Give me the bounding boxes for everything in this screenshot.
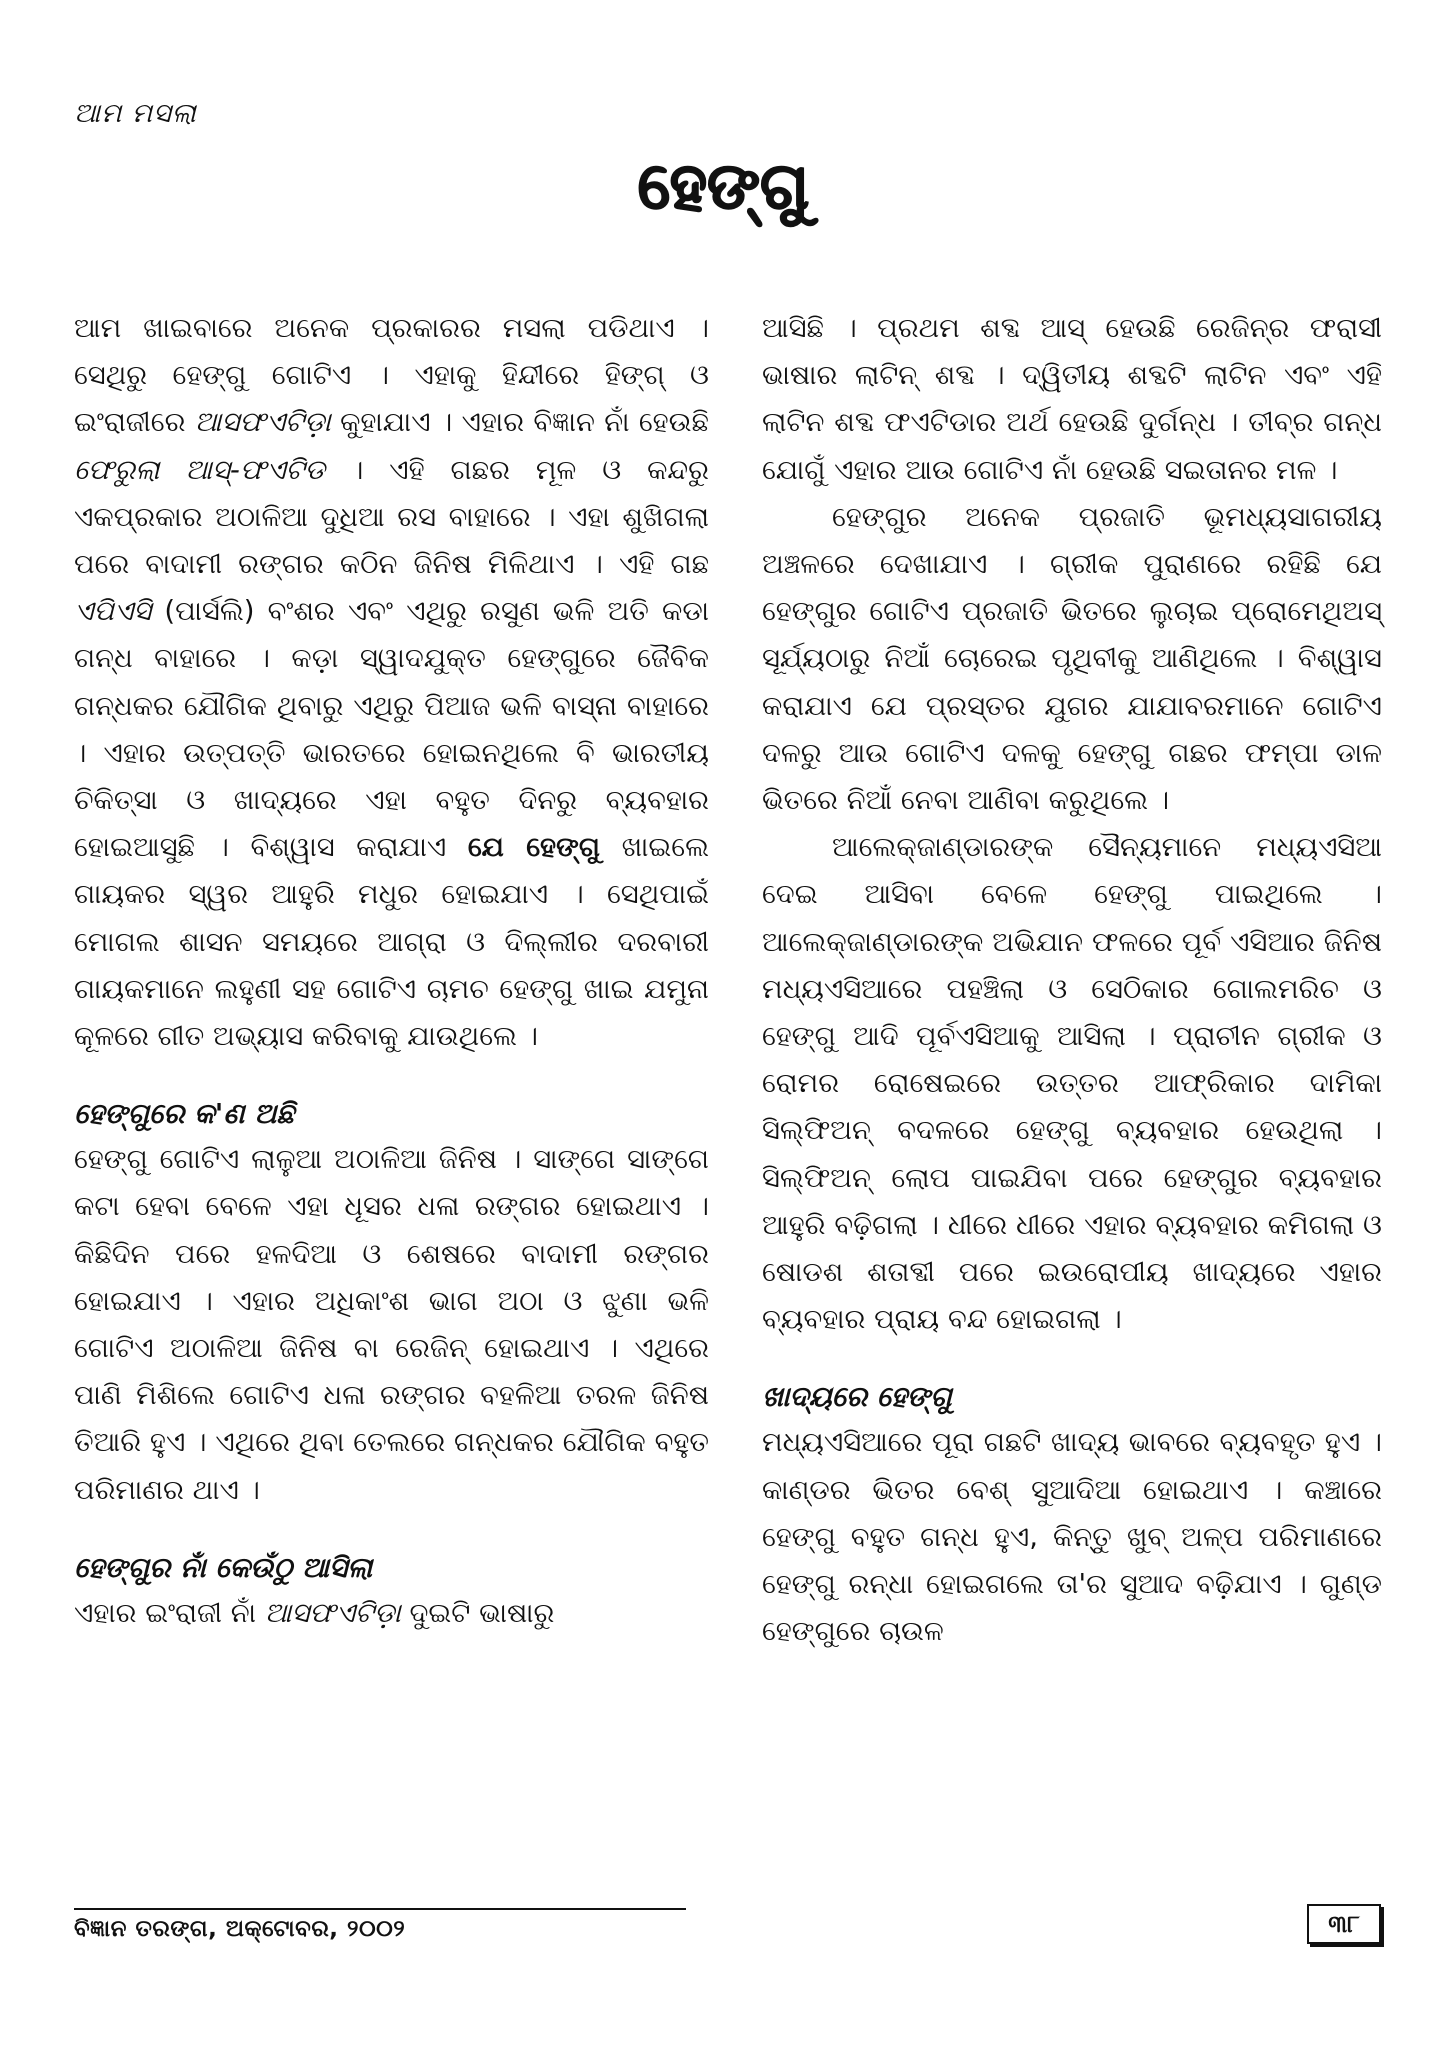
footer-divider (74, 1908, 686, 1910)
english-name-italic: ଆସଫଏଟିଡ଼ା (264, 1596, 401, 1629)
english-name-italic: ଆସଫଏଟିଡ଼ା (194, 406, 331, 439)
subheading-what-is-in-it: ହେଙ୍ଗୁରେ କ'ଣ ଅଛି (74, 1097, 295, 1131)
composition-paragraph: ହେଙ୍ଗୁ ଗୋଟିଏ ଲାଳୁଆ ଅଠାଳିଆ ଜିନିଷ । ସାଙ୍ଗେ ସାଙ୍ଗେ କଟା ହେବା ବେଳେ ଏହା ଧୂସର ଧଳା ରଙ୍ଗର ହୋଇଥାଏ । କିଛିଦିନ ପରେ ହଳଦିଆ ଓ ଶେଷରେ ବାଦାମୀ ରଙ୍ଗର ହୋଇଯାଏ । ଏହାର ଅଧିକାଂଶ ଭାଗ ଅଠା ଓ ଝୁଣା ଭଳି ଗୋଟିଏ ଅଠାଳିଆ ଜିନିଷ ବା ରେଜିନ୍ ହୋଇଥାଏ । ଏଥିରେ ପାଣି ମିଶିଲେ ଗୋଟିଏ ଧଳା ରଙ୍ଗର ବହଳିଆ ତରଳ ଜିନିଷ ତିଆରି ହୁଏ । ଏଥିରେ ଥିବା ତେଲରେ ଗନ୍ଧକର ଯୌଗିକ ବହୁତ ପରିମାଣର ଥାଏ । (74, 1143, 709, 1506)
subheading-name-origin: ହେଙ୍ଗୁର ନାଁ କେଉଁଠୁ ଆସିଲା (74, 1550, 373, 1584)
left-column (74, 305, 709, 1637)
journal-footer: ବିଜ୍ଞାନ ତରଙ୍ଗ, ଅକ୍ଟୋବର, ୨୦୦୨ (74, 1916, 406, 1942)
scientific-name-italic: ଫେରୁଲା ଆସ୍-ଫଏଟିଡ (74, 453, 326, 486)
right-column (762, 305, 1382, 1655)
intro-paragraph (74, 305, 709, 1060)
page-title: ହେଙ୍ଗୁ (637, 150, 810, 224)
text-run: ଆମ ଖାଇବାରେ ଅନେକ ପ୍ରକାରର ମସଲା ପଡିଥାଏ । ସେଥିରୁ ହେଙ୍ଗୁ ଗୋଟିଏ । ଏହାକୁ ହିନ୍ଦୀରେ ହିଙ୍ଗ୍ ଓ ଇଂରାଜୀରେ (74, 312, 709, 439)
food-paragraph: ମଧ୍ୟଏସିଆରେ ପୂରା ଗଛଟି ଖାଦ୍ୟ ଭାବରେ ବ୍ୟବହୃତ ହୁଏ । କାଣ୍ଡର ଭିତର ବେଶ୍ ସୁଆଦିଆ ହୋଇଥାଏ । କଞ୍ଚାରେ ହେଙ୍ଗୁ ବହୁତ ଗନ୍ଧ ହୁଏ, କିନ୍ତୁ ଖୁବ୍ ଅଳ୍ପ ପରିମାଣରେ ହେଙ୍ଗୁ ରନ୍ଧା ହୋଇଗଲେ ତା'ର ସୁଆଦ ବଢ଼ିଯାଏ । ଗୁଣ୍ଡ ହେଙ୍ଗୁରେ ଚାଉଳ (762, 1426, 1382, 1648)
name-origin-paragraph (74, 1590, 709, 1637)
text-run: କୁହାଯାଏ । ଏହାର ବିଜ୍ଞାନ ନାଁ ହେଉଛି (330, 406, 709, 439)
subheading-in-food: ଖାଦ୍ୟରେ ହେଙ୍ଗୁ (762, 1380, 952, 1414)
section-label: ଆମ ମସଲା (74, 98, 197, 129)
text-run: ଦୁଇଟି ଭାଷାରୁ (400, 1596, 555, 1629)
family-name-italic: ଏପିଏସି (74, 595, 152, 628)
mythology-paragraph: ହେଙ୍ଗୁର ଅନେକ ପ୍ରଜାତି ଭୂମଧ୍ୟସାଗରୀୟ ଅଞ୍ଚଳରେ ଦେଖାଯାଏ । ଗ୍ରୀକ ପୁରାଣରେ ରହିଛି ଯେ ହେଙ୍ଗୁର ଗୋଟିଏ ପ୍ରଜାତି ଭିତରେ ଲୁଚାଇ ପ୍ରୋମେଥିଅସ୍ ସୂର୍ଯ୍ୟଠାରୁ ନିଆଁ ଚୋରେଇ ପୃଥିବୀକୁ ଆଣିଥିଲେ । ବିଶ୍ୱାସ କରାଯାଏ ଯେ ପ୍ରସ୍ତର ଯୁଗର ଯାଯାବରମାନେ ଗୋଟିଏ ଦଳରୁ ଆଉ ଗୋଟିଏ ଦଳକୁ ହେଙ୍ଗୁ ଗଛର ଫମ୍ପା ଡାଳ ଭିତରେ ନିଆଁ ନେବା ଆଣିବା କରୁଥିଲେ । (762, 500, 1382, 817)
bold-phrase: ଯେ ହେଙ୍ଗୁ (467, 831, 600, 864)
text-run: (ପାର୍ସଲି) ବଂଶର ଏବଂ ଏଥିରୁ ରସୁଣ ଭଳି ଅତି କଡା ଗନ୍ଧ ବାହାରେ । କଡ଼ା ସ୍ୱାଦଯୁକ୍ତ ହେଙ୍ଗୁରେ ଜୈବିକ ଗନ୍ଧକର ଯୌଗିକ ଥିବାରୁ ଏଥିରୁ ପିଆଜ ଭଳି ବାସ୍ନା ବାହାରେ । ଏହାର ଉତ୍ପତ୍ତି ଭାରତରେ ହୋଇନଥିଲେ ବି ଭାରତୀୟ ଚିକିତ୍ସା ଓ ଖାଦ୍ୟରେ ଏହା ବହୁତ ଦିନରୁ ବ୍ୟବହାର ହୋଇଆସୁଛି । ବିଶ୍ୱାସ କରାଯାଏ (74, 595, 709, 864)
text-run: ଖାଇଲେ ଗାୟକର ସ୍ୱର ଆହୁରି ମଧୁର ହୋଇଯାଏ । ସେଥିପାଇଁ ମୋଗଲ ଶାସନ ସମୟରେ ଆଗ୍ରା ଓ ଦିଲ୍ଲୀର ଦରବାରୀ ଗାୟକମାନେ ଲହୁଣୀ ସହ ଗୋଟିଏ ଚାମଚ ହେଙ୍ଗୁ ଖାଇ ଯମୁନା କୂଳରେ ଗୀତ ଅଭ୍ୟାସ କରିବାକୁ ଯାଉଥିଲେ । (74, 831, 709, 1053)
history-paragraph: ଆଲେକ୍‌ଜାଣ୍ଡାରଙ୍କ ସୈନ୍ୟମାନେ ମଧ୍ୟଏସିଆ ଦେଇ ଆସିବା ବେଳେ ହେଙ୍ଗୁ ପାଇଥିଲେ । ଆଲେକ୍‌ଜାଣ୍ଡାରଙ୍କ ଅଭିଯାନ ଫଳରେ ପୂର୍ବ ଏସିଆର ଜିନିଷ ମଧ୍ୟଏସିଆରେ ପହଞ୍ଚିଲା ଓ ସେଠିକାର ଗୋଲମରିଚ ଓ ହେଙ୍ଗୁ ଆଦି ପୂର୍ବଏସିଆକୁ ଆସିଲା । ପ୍ରାଚୀନ ଗ୍ରୀକ ଓ ରୋମର ରୋଷେଇରେ ଉତ୍ତର ଆଫ୍ରିକାର ଦାମିକା ସିଲ୍‌ଫିଅନ୍ ବଦଳରେ ହେଙ୍ଗୁ ବ୍ୟବହାର ହେଉଥିଲା । ସିଲ୍‌ଫିଅନ୍ ଲୋପ ପାଇଯିବା ପରେ ହେଙ୍ଗୁର ବ୍ୟବହାର ଆହୁରି ବଢ଼ିଗଲା । ଧୀରେ ଧୀରେ ଏହାର ବ୍ୟବହାର କମିଗଲା ଓ ଷୋଡଶ ଶତାବ୍ଦୀ ପରେ ଇଉରୋପୀୟ ଖାଦ୍ୟରେ ଏହାର ବ୍ୟବହାର ପ୍ରାୟ ବନ୍ଦ ହୋଇଗଲା । (762, 831, 1382, 1336)
name-origin-continued-paragraph: ଆସିଛି । ପ୍ରଥମ ଶବ୍ଦ ଆସ୍ ହେଉଛି ରେଜିନ୍‌ର ଫରାସୀ ଭାଷାର ଲାଟିନ୍ ଶବ୍ଦ । ଦ୍ୱିତୀୟ ଶବ୍ଦଟି ଲାଟିନ ଏବଂ ଏହି ଲାଟିନ ଶବ୍ଦ ଫଏଟିଡାର ଅର୍ଥ ହେଉଛି ଦୁର୍ଗନ୍ଧ । ତୀବ୍ର ଗନ୍ଧ ଯୋଗୁଁ ଏହାର ଆଉ ଗୋଟିଏ ନାଁ ହେଉଛି ସଇତାନର ମଳ । (762, 312, 1382, 486)
text-run: ଏହାର ଇଂରାଜୀ ନାଁ (74, 1596, 265, 1629)
text-run: । ଏହି ଗଛର ମୂଳ ଓ କନ୍ଦରୁ ଏକପ୍ରକାର ଅଠାଳିଆ ଦୁଧିଆ ରସ ବାହାରେ । ଏହା ଶୁଖିଗଲା ପରେ ବାଦାମୀ ରଙ୍ଗର କଠିନ ଜିନିଷ ମିଳିଥାଏ । ଏହି ଗଛ (74, 453, 709, 581)
page-number-box: ୩୮ (1307, 1904, 1381, 1944)
